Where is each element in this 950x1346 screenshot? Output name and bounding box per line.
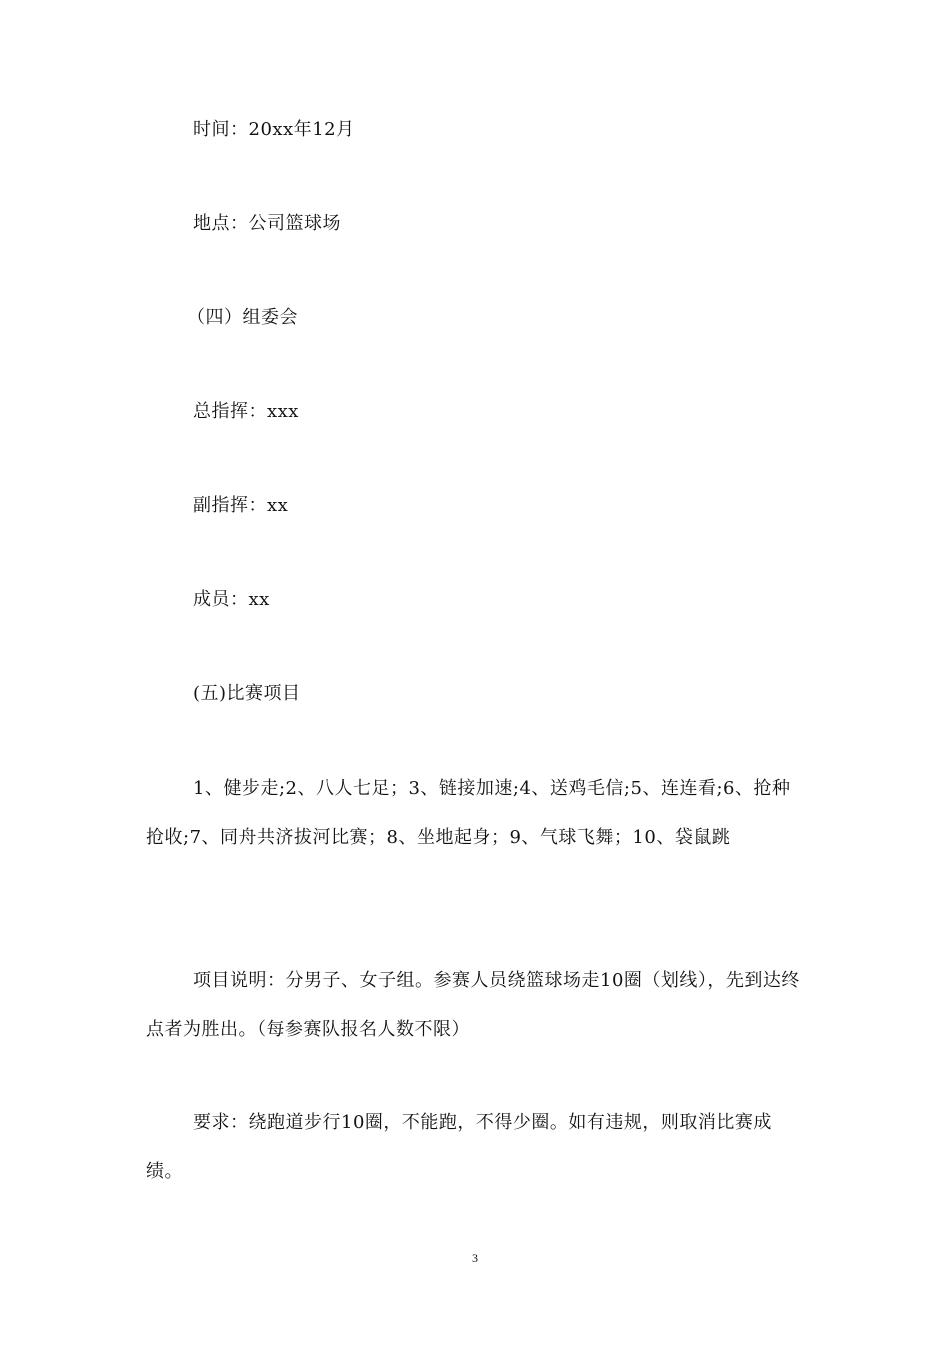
requirement-text: 要求：绕跑道步行10圈，不能跑，不得少圈。如有违规，则取消比赛成绩。 bbox=[146, 1112, 772, 1182]
vice-director-line: 副指挥：xx bbox=[193, 495, 289, 516]
members-line: 成员：xx bbox=[193, 589, 270, 610]
director-line: 总指挥：xxx bbox=[193, 401, 299, 422]
description-paragraph bbox=[146, 956, 806, 1054]
time-line: 时间：20xx年12月 bbox=[193, 119, 355, 140]
location-line: 地点：公司篮球场 bbox=[193, 213, 341, 234]
section-5-heading: (五)比赛项目 bbox=[193, 683, 301, 704]
page-number: 3 bbox=[472, 1251, 478, 1265]
requirement-paragraph bbox=[146, 1098, 806, 1196]
events-text: 1、健步走;2、八人七足；3、链接加速;4、送鸡毛信;5、连连看;6、抢种抢收;7、同舟共济拔河比赛；8、坐地起身；9、气球飞舞；10、袋鼠跳 bbox=[146, 778, 791, 848]
description-text: 项目说明：分男子、女子组。参赛人员绕篮球场走10圈（划线），先到达终点者为胜出。（每参赛队报名人数不限） bbox=[146, 970, 800, 1040]
events-paragraph bbox=[146, 764, 806, 862]
section-4-heading: （四）组委会 bbox=[187, 307, 298, 328]
